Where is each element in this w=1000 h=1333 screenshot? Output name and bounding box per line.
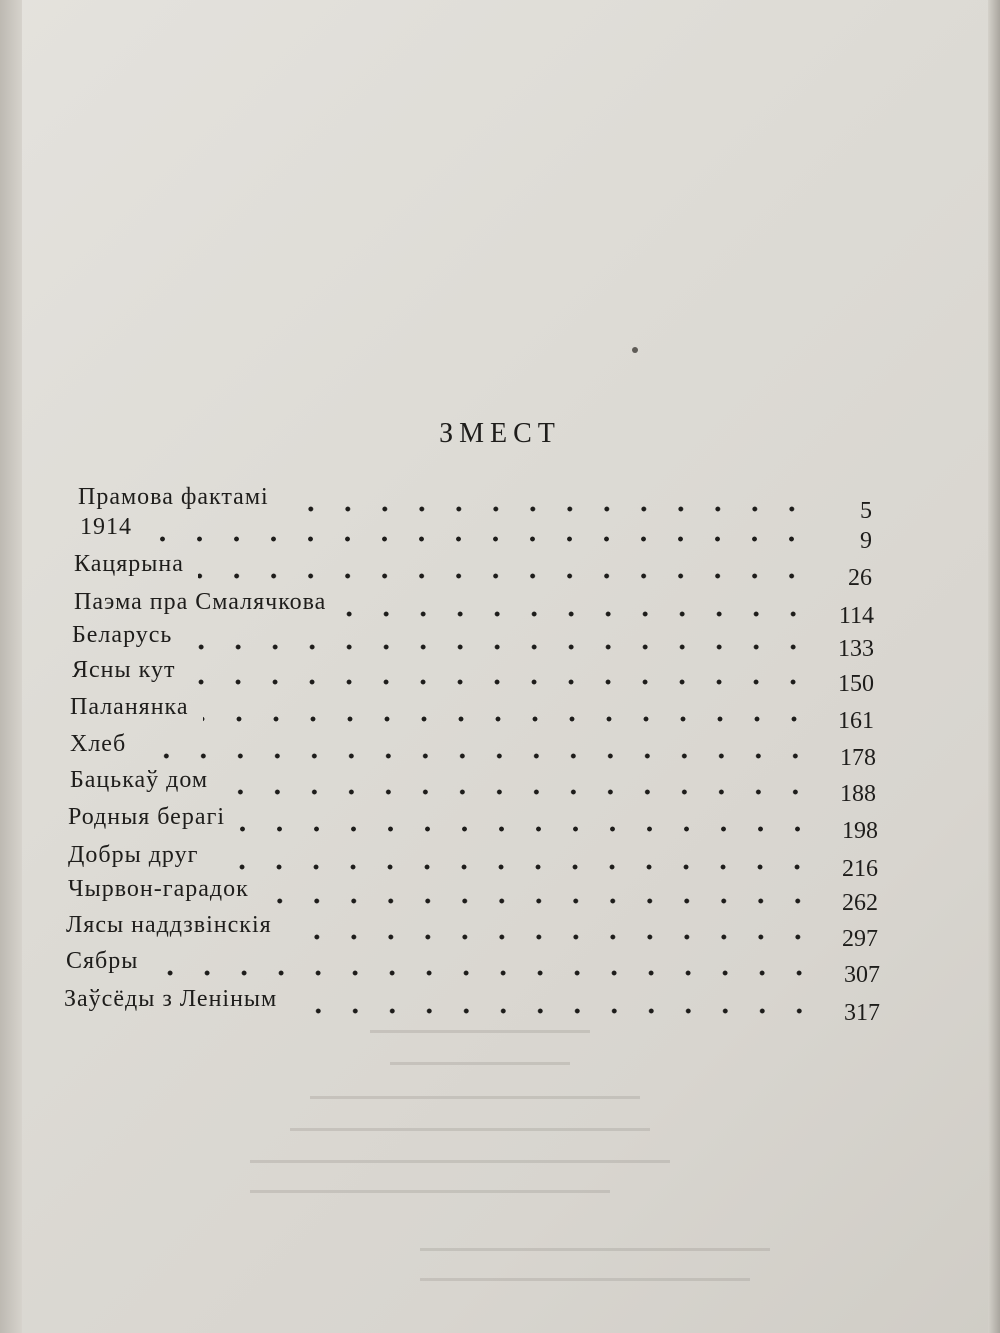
leader-dots (340, 611, 812, 617)
page-title: ЗМЕСТ (439, 418, 561, 449)
toc-entry-page: 26 (848, 565, 872, 591)
toc-entry-page: 5 (860, 498, 872, 524)
leader-dots (291, 1008, 818, 1014)
toc-entry (0, 842, 1000, 882)
toc-entry-page: 188 (840, 781, 876, 807)
leader-dots (263, 898, 816, 904)
leader-dots (222, 789, 814, 795)
toc-entry-title: 1914 (80, 514, 132, 540)
toc-entry-page: 150 (838, 671, 874, 697)
toc-entry-page: 216 (842, 856, 878, 882)
toc-entry-page: 178 (840, 745, 876, 771)
toc-entry (0, 484, 1000, 524)
toc-entry (0, 731, 1000, 771)
toc-entry-page: 198 (842, 818, 878, 844)
toc-entry (0, 767, 1000, 807)
toc-entry (0, 551, 1000, 591)
toc-entry-title: Заўсёды з Леніным (64, 986, 278, 1012)
leader-dots (239, 826, 816, 832)
toc-entry-title: Прамова фактамі (78, 484, 269, 510)
toc-entry-page: 297 (842, 926, 878, 952)
toc-entry-page: 307 (844, 962, 880, 988)
toc-entry (0, 912, 1000, 952)
toc-entry (0, 804, 1000, 844)
toc-entry-title: Лясы наддзвінскія (66, 912, 272, 938)
toc-entry-page: 9 (860, 528, 872, 554)
toc-entry-title: Бацькаў дом (70, 767, 209, 793)
leader-dots (286, 934, 816, 940)
leader-dots (203, 716, 813, 722)
toc-entry (0, 948, 1000, 988)
toc-entry (0, 694, 1000, 734)
toc-entry-page: 317 (844, 1000, 880, 1026)
toc-entry-title: Хлеб (70, 731, 127, 757)
leader-dots (146, 536, 810, 542)
leader-dots (140, 753, 814, 759)
toc-entry (0, 986, 1000, 1026)
toc-entry-title: Ясны кут (72, 657, 176, 683)
toc-entry (0, 876, 1000, 916)
toc-entry-page: 161 (838, 708, 874, 734)
toc-entry (0, 589, 1000, 629)
toc-entry (0, 657, 1000, 697)
leader-dots (283, 506, 810, 512)
toc-entry-title: Беларусь (72, 622, 173, 648)
leader-dots (198, 573, 810, 579)
toc-entry-title: Паэма пра Смалячкова (74, 589, 327, 615)
toc-entry-page: 262 (842, 890, 878, 916)
toc-entry-page: 133 (838, 636, 874, 662)
toc-entry (0, 622, 1000, 662)
leader-dots (212, 864, 816, 870)
leader-dots (152, 970, 818, 976)
toc-entry-title: Родныя берагі (68, 804, 225, 830)
leader-dots (189, 679, 812, 685)
toc-entry-title: Кацярына (74, 551, 184, 577)
toc-entry-title: Сябры (66, 948, 139, 974)
toc-entry-title: Чырвон-гарадок (68, 876, 249, 902)
toc-entry-title: Паланянка (70, 694, 189, 720)
toc-entry (0, 514, 1000, 554)
leader-dots (186, 644, 812, 650)
toc-entry-page: 114 (838, 603, 874, 629)
toc-entry-title: Добры друг (68, 842, 199, 868)
